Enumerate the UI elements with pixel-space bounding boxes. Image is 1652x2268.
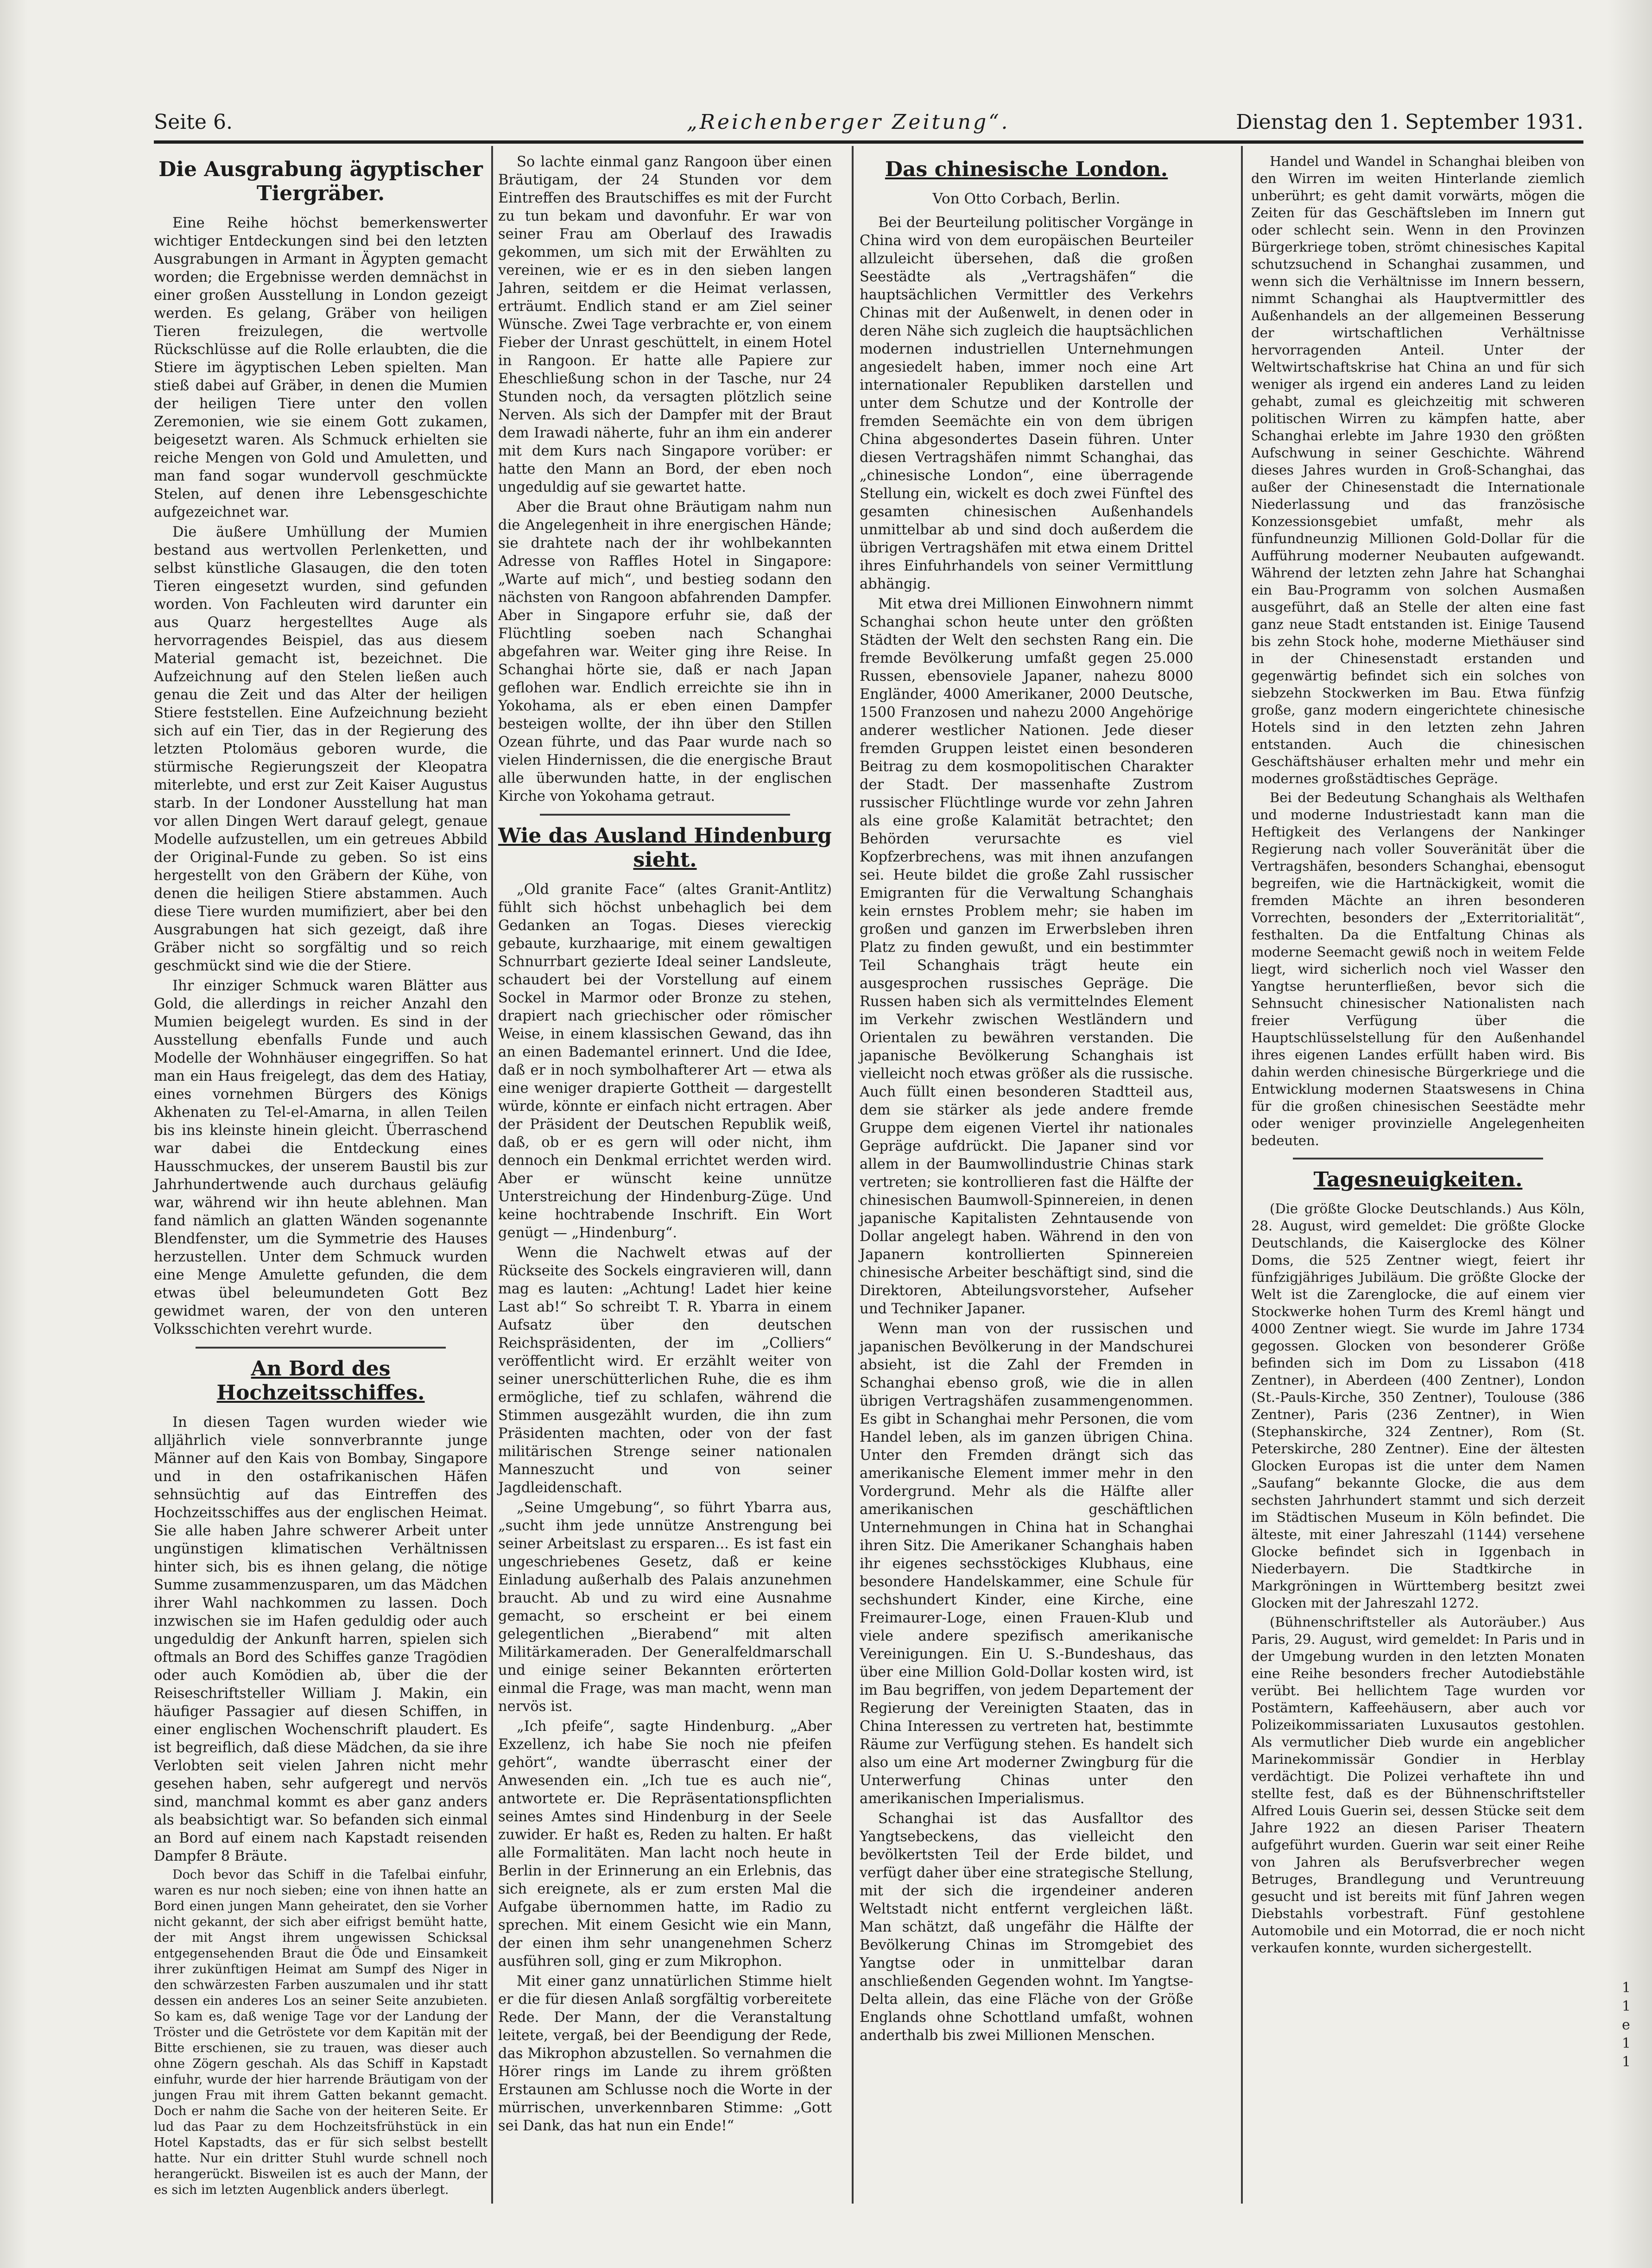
column-2 [498,153,832,2137]
fragment-glyph: 1 [1622,2035,1631,2052]
article-paragraph: In diesen Tagen wurden wieder wie alljährlich viele sonnverbrannte junge Männer auf den Kais von Bombay, Singapore und in den ostafrikanischen Häfen sehnsüchtig auf das Eintreffen des Hochzeitsschiffes aus der englischen Heimat. Sie alle haben Jahre schwerer Arbeit unter ungünstigen klimatischen Verhältnissen hinter sich, bis es ihnen gelang, die nötige Summe zusammenzusparen, um das Mädchen ihrer Wahl nachkommen zu lassen. Doch inzwischen sie im Hafen geduldig oder auch ungeduldig der Ankunft harren, spielen sich oftmals an Bord des Schiffes ganze Tragödien oder auch Komödien ab, über die der Reiseschriftsteller William J. Makin, ein häufiger Passagier auf diesen Schiffen, in einer englischen Wochenschrift plaudert. Es ist begreiflich, daß diese Mädchen, da sie ihre Verlobten seit vielen Jahren nicht mehr gesehen haben, sehr aufgeregt und nervös sind, manchmal kommt es aber ganz anders als beabsichtigt war. So befanden sich einmal an Bord auf einem nach Kapstadt reisenden Dampfer 8 Bräute. [154,1414,487,1864]
article-separator [1293,1158,1543,1159]
article-separator [540,814,790,816]
header-rule [154,140,1583,144]
article-paragraph: Mit etwa drei Millionen Einwohnern nimmt Schanghai schon heute unter den größten Städten der Welt den sechsten Rang ein. Die fremde Bevölkerung umfaßt gegen 25.000 Russen, ebensoviele Japaner, nahezu 8000 Engländer, 4000 Amerikaner, 2000 Deutsche, 1500 Franzosen und nahezu 2000 Angehörige anderer westlicher Nationen. Jede dieser fremden Gruppen leistet einen besonderen Beitrag zu dem kosmopolitischen Charakter der Stadt. Der massenhafte Zustrom russischer Flüchtlinge wurde vor zehn Jahren als eine große Kalamität betrachtet; den Behörden verursachte es viel Kopfzerbrechens, was mit ihnen anzufangen sei. Heute bildet die große Zahl russischer Emigranten für die Verwaltung Schanghais kein ernstes Problem mehr; sie haben im großen und ganzen im Erwerbsleben ihren Platz zu finden gewußt, und ein bestimmter Teil Schanghais trägt heute ein ausgesprochen russisches Gepräge. Die Russen haben sich als vermittelndes Element im Verkehr zwischen Westländern und Orientalen zu bewähren verstanden. Die japanische Bevölkerung Schanghais ist vielleicht noch etwas größer als die russische. Auch füllt einen besonderen Stadtteil aus, dem sie stärker als jede andere fremde Gruppe dem eigenen Viertel ihr nationales Gepräge aufdrückt. Die Japaner sind vor allem in der Baumwollindustrie Chinas stark vertreten; sie kontrollieren fast die Hälfte der chinesischen Baumwoll-Spinnereien, in denen japanische Kapitalisten Zehntausende von Dollar angelegt haben. Während in den von Japanern kontrollierten Spinnereien chinesische Arbeiter beschäftigt sind, sind die Direktoren, Abteilungsvorsteher, Aufseher und Techniker Japaner. [860,596,1193,1317]
column-rule [1241,146,1243,2204]
column-rule [852,146,854,2204]
fragment-glyph: e [1622,2017,1630,2033]
adjacent-page-fragment [1622,1979,1650,2072]
article-paragraph: „Seine Umgebung“, so führt Ybarra aus, „sucht ihm jede unnütze Anstrengung bei seiner Arbeitslast zu ersparen... Es ist fast ein ungeschriebenes Gesetz, daß er keine Einladung außerhalb des Palais anzunehmen braucht. Ab und zu wird eine Ausnahme gemacht, so erscheint er bei einem gelegentlichen „Bierabend“ mit alten Militärkameraden. Der Generalfeldmarschall und einige seiner Bekannten erörterten einmal die Frage, was man macht, wenn man nervös ist. [498,1500,832,1715]
article-paragraph: Eine Reihe höchst bemerkenswerter wichtiger Entdeckungen sind bei den letzten Ausgrabungen in Armant in Ägypten gemacht worden; die Ergebnisse werden demnächst in einer großen Ausstellung in London gezeigt werden. Es gelang, Gräber von heiligen Tieren freizulegen, die wertvolle Rückschlüsse auf die Rolle erlaubten, die die Stiere im ägyptischen Leben spielten. Man stieß dabei auf Gräber, in denen die Mumien der heiligen Tiere unter den vollen Zeremonien, wie sie einem Gott zukamen, beigesetzt waren. Als Schmuck erhielten sie reiche Mengen von Gold und Amuletten, und man fand sogar wundervoll geschmückte Stelen, auf denen ihre Lebensgeschichte aufgezeichnet war. [154,215,487,520]
article-paragraph: „Old granite Face“ (altes Granit-Antlitz) fühlt sich höchst unbehaglich bei dem Gedanken an Togas. Dieses viereckig gebaute, kurzhaarige, mit einem gewaltigen Schnurrbart gezierte Ideal seiner Landsleute, schaudert bei der Vorstellung auf einem Sockel in Marmor oder Bronze zu stehen, drapiert nach griechischer oder römischer Weise, in einem klassischen Gewand, das ihn an einen Bademantel erinnert. Und die Idee, daß er in noch symbolhafterer Art — etwa als eine weniger drapierte Gottheit — dargestellt würde, könnte er einfach nicht ertragen. Aber der Präsident der Deutschen Republik weiß, daß, ob er es gern will oder nicht, ihm dennoch ein Denkmal errichtet werden wird. Aber er wünscht keine unnütze Unterstreichung der Hindenburg-Züge. Und keine hochtrabende Inschrift. Ein Wort genügt — „Hindenburg“. [498,881,832,1241]
article-byline: Von Otto Corbach, Berlin. [932,190,1120,207]
newspaper-title: „Reichenberger Zeitung“. [687,110,1010,134]
article-paragraph: Wenn die Nachwelt etwas auf der Rückseite des Sockels eingravieren will, dann mag es lauten: „Achtung! Ladet hier keine Last ab!“ So schreibt T. R. Ybarra in einem Aufsatz über den deutschen Reichspräsidenten, der im „Colliers“ veröffentlicht wird. Er erzählt weiter von seiner unerschütterlichen Ruhe, die es ihm ermögliche, tief zu schlafen, während die Stimmen ausgezählt wurden, die ihn zum Präsidenten machten, oder von der fast militärischen Strenge seiner nationalen Manneszucht und von seiner Jagdleidenschaft. [498,1245,832,1496]
column-3 [860,153,1193,2046]
page-header [154,110,1583,138]
article-paragraph: Mit einer ganz unnatürlichen Stimme hielt er die für diesen Anlaß sorgfältig vorbereitete Rede. Der Mann, der die Veranstaltung leitete, vergaß, bei der Beendigung der Rede, das Mikrophon abzustellen. So vernahmen die Hörer rings im Lande zu ihrem größten Erstaunen am Schlusse noch die Worte in der mürrischen, unverkennbaren Stimme: „Gott sei Dank, das hat nun ein Ende!“ [498,1973,832,2134]
column-rule [491,146,493,2204]
article-paragraph: Schanghai ist das Ausfalltor des Yangtsebeckens, das vielleicht den bevölkertsten Teil der Erde bildet, und verfügt daher über eine strategische Stellung, mit der sich die irgendeiner anderen Weltstadt nicht entfernt vergleichen läßt. Man schätzt, daß ungefähr die Hälfte der Bevölkerung Chinas im Stromgebiet des Yangtse oder in unmittelbar daran anschließenden Gegenden wohnt. Im Yangtse-Delta allein, das eine Fläche von der Größe Englands ohne Schottland umfaßt, wohnen anderthalb bis zwei Millionen Menschen. [860,1811,1193,2044]
article-title-wedding-ship: An Bord des Hochzeitsschiffes. [216,1357,425,1405]
article-paragraph: Wenn man von der russischen und japanischen Bevölkerung in der Mandschurei absieht, ist die Zahl der Fremden in Schanghai ebenso groß, wie die in allen übrigen Vertragshäfen zusammengenommen. Es gibt in Schanghai mehr Personen, die vom Handel leben, als im ganzen übrigen China. Unter den Fremden drängt sich das amerikanische Element immer mehr in den Vordergrund. Mehr als die Hälfte aller amerikanischen geschäftlichen Unternehmungen in China hat in Schanghai ihren Sitz. Die Amerikaner Schanghais haben ihr eigenes sechsstöckiges Klubhaus, eine besondere Handelskammer, eine Schule für sechshundert Kinder, eine Kirche, eine Freimaurer-Loge, einen Frauen-Klub und viele andere spezifisch amerikanische Vereinigungen. Ein U. S.-Bundeshaus, das über eine Million Gold-Dollar kosten wird, ist im Bau begriffen, von jedem Departement der Regierung der Vereinigten Staaten, das in China Interessen zu vertreten hat, bestimmte Räume zur Verfügung stehen. Es handelt sich also um eine Art moderner Zwingburg für die Unterwerfung Chinas unter den amerikanischen Imperialismus. [860,1321,1193,1807]
fragment-glyph: 1 [1622,1998,1631,2015]
page-number: Seite 6. [154,110,233,134]
article-paragraph: Aber die Braut ohne Bräutigam nahm nun die Angelegenheit in ihre energischen Hände; sie drahtete nach der ihr wohlbekannten Adresse von Raffles Hotel in Singapore: „Warte auf mich“, und bestieg sodann den nächsten von Rangoon abfahrenden Dampfer. Aber in Singapore erfuhr sie, daß der Flüchtling soeben nach Schanghai abgefahren war. Weiter ging ihre Reise. In Schanghai hörte sie, daß er nach Japan geflohen war. Endlich erreichte sie ihn in Yokohama, als er eben einen Dampfer besteigen wollte, der ihn über den Stillen Ozean führte, und das Paar wurde nach so vielen Hindernissen, die die energische Braut alle überwunden hatte, in der englischen Kirche von Yokohama getraut. [498,499,832,805]
article-title-china: Das chinesische London. [885,158,1168,181]
article-paragraph: Bei der Beurteilung politischer Vorgänge in China wird von dem europäischen Beurteiler allzuleicht übersehen, daß die großen Seestädte als „Vertragshäfen“ die hauptsächlichen Vermittler des Verkehrs Chinas mit der Außenwelt, in denen oder in deren Nähe sich zugleich die hauptsächlichen modernen industriellen Unternehmungen angesiedelt haben, immer noch eine Art internationaler Republiken darstellen und unter dem Schutze und der Kontrolle der fremden Seemächte ein von dem übrigen China abgesondertes Dasein führen. Unter diesen Vertragshäfen nimmt Schanghai, das „chinesische London“, eine überragende Stellung ein, wickelt es doch zwei Fünftel des gesamten chinesischen Außenhandels unmittelbar ab und sind doch außerdem die übrigen Vertragshäfen mit etwa einem Drittel ihres Einfuhrhandels von seiner Vermittlung abhängig. [860,215,1193,592]
section-title-news: Tagesneuigkeiten. [1313,1168,1523,1191]
article-paragraph: „Ich pfeife“, sagte Hindenburg. „Aber Exzellenz, ich habe Sie noch nie pfeifen gehört“, wandte überrascht einer der Anwesenden ein. „Ich tue es auch nie“, antwortete er. Die Repräsentationspflichten seines Amtes sind Hindenburg in der Seele zuwider. Er haßt es, Reden zu halten. Er haßt alle Formalitäten. Man lacht noch heute in Berlin in der Erinnerung an ein Erlebnis, das sich ereignete, als er zum ersten Mal die Aufgabe übernommen hatte, im Radio zu sprechen. Mit einem Gesicht wie ein Mann, der einen ihm sehr unangenehmen Scherz ausführen soll, ging er zum Mikrophon. [498,1718,832,1970]
article-paragraph: Die äußere Umhüllung der Mumien bestand aus wertvollen Perlenketten, und selbst künstliche Glasaugen, die den toten Tieren eingesetzt wurden, sind gefunden worden. Von Fachleuten wird darunter ein aus Quarz hergestelltes Auge als hervorragendes Beispiel, das aus diesem Material gemacht ist, bezeichnet. Die Aufzeichnung auf den Stelen ließen auch genau die Zeit und das Alter der heiligen Stiere feststellen. Eine Aufzeichnung bezieht sich auf ein Tier, das in der Regierung des letzten Ptolomäus geboren wurde, die stürmische Regierungszeit der Kleopatra miterlebte, und erst zur Zeit Kaiser Augustus starb. In der Londoner Ausstellung hat man vor allen Dingen Wert darauf gelegt, genaue Modelle aufzustellen, um ein getreues Abbild der Original-Funde zu geben. So ist eins hergestellt von den Gräbern der Kühe, von denen die heiligen Stiere abstammen. Auch diese Tiere wurden mumifiziert, aber bei den Ausgrabungen hat sich gezeigt, daß ihre Gräber nicht so sorgfältig und so reich geschmückt sind wie die der Stiere. [154,524,487,974]
news-item: (Die größte Glocke Deutschlands.) Aus Köln, 28. August, wird gemeldet: Die größte Glocke Deutschlands, die Kaiserglocke des Kölner Doms, die 525 Zentner wiegt, feiert ihr fünfzigjähriges Jubiläum. Die größte Glocke der Welt ist die Zarenglocke, die auf einem vier Stockwerke hohen Turm des Kreml hängt und 4000 Zentner wiegt. Sie wurde im Jahre 1734 gegossen. Glocken von besonderer Größe befinden sich im Dom zu Lissabon (418 Zentner), in Aberdeen (400 Zentner), London (St.-Pauls-Kirche, 350 Zentner), Toulouse (386 Zentner), Paris (236 Zentner), in Wien (Stephanskirche, 324 Zentner), Rom (St. Peterskirche, 280 Zentner). Eine der ältesten Glocken Europas ist die unter dem Namen „Saufang“ bekannte Glocke, die aus dem sechsten Jahrhundert stammt und sich derzeit im Städtischen Museum in Köln befindet. Die älteste, mit einer Jahreszahl (1144) versehene Glocke befindet sich in Iggenbach in Niederbayern. Die Stadtkirche in Markgröningen in Württemberg besitzt zwei Glocken mit der Jahreszahl 1272. [1251,1201,1585,1611]
issue-date: Dienstag den 1. September 1931. [1236,110,1583,134]
article-title-egypt: Die Ausgrabung ägyptischer Tiergräber. [158,158,483,205]
article-paragraph: Doch bevor das Schiff in die Tafelbai einfuhr, waren es nur noch sieben; eine von ihnen hatte an Bord einen jungen Mann geheiratet, den sie Vorher nicht gekannt, der sich aber eifrigst bemüht hatte, der mit Angst ihrem ungewissen Schicksal entgegensehenden Braut die Öde und Einsamkeit ihrer zukünftigen Heimat am Sumpf des Niger in den schwärzesten Farben auszumalen und ihr statt dessen ein anderes Los an seiner Seite anzubieten. So kam es, daß wenige Tage vor der Landung der Tröster und die Getröstete vor dem Kapitän mit der Bitte erschienen, sie zu trauen, was dieser auch ohne Zögern geschah. Als das Schiff in Kapstadt einfuhr, wurde der hier harrende Bräutigam von der jungen Frau mit ihrem Gatten bekannt gemacht. Doch er nahm die Sache von der heiteren Seite. Er lud das Paar zu dem Hochzeitsfrühstück in ein Hotel Kapstadts, das er für sich selbst bestellt hatte. Nur ein dritter Stuhl wurde schnell noch herangerückt. Bisweilen ist es auch der Mann, der es sich im letzten Augenblick anders überlegt. [154,1868,487,2197]
fragment-glyph: 1 [1622,1980,1631,1996]
article-paragraph: Ihr einziger Schmuck waren Blätter aus Gold, die allerdings in reicher Anzahl den Mumien beigelegt wurden. Es sind in der Ausstellung ebenfalls Funde und auch Modelle der Wohnhäuser eingegriffen. So hat man ein Haus freigelegt, das dem des Hatiay, eines vornehmen Bürgers des Königs Akhenaten zu Tel-el-Amarna, in allen Teilen bis ins kleinste hinein gleicht. Überraschend war dabei die Entdeckung eines Hausschmuckes, der unserem Baustil bis zur Jahrhundertwende auch durchaus geläufig war, während wir ihn heute ablehnen. Man fand nämlich an glatten Wänden sogenannte Blendfenster, um die Symmetrie des Hauses herzustellen. Unter dem Schmuck wurden eine Menge Amulette gefunden, die dem etwas übel beleumundeten Gott Bez gewidmet waren, der von den unteren Volksschichten verehrt wurde. [154,978,487,1337]
column-4 [1251,153,1585,1958]
fragment-glyph: 1 [1622,2054,1631,2070]
article-title-hindenburg: Wie das Ausland Hindenburg sieht. [498,824,832,872]
column-1 [154,153,487,2200]
article-separator [196,1347,446,1349]
news-item: (Bühnenschriftsteller als Autoräuber.) Aus Paris, 29. August, wird gemeldet: In Paris und in der Umgebung wurden in den letzten Monaten eine Reihe besonders frecher Autodiebstähle verübt. Bei hellichtem Tage wurden vor Postämtern, Kaffeehäusern, aber auch vor Polizeikommissariaten Luxusautos gestohlen. Als vermutlicher Dieb wurde ein angeblicher Marinekommissär Gondier in Herblay verdächtigt. Die Polizei verhaftete ihn und stellte fest, daß es der Bühnenschriftsteller Alfred Louis Guerin sei, dessen Stücke seit dem Jahre 1922 an diesen Pariser Theatern aufgeführt wurden. Guerin war seit einer Reihe von Jahren als Berufsverbrecher wegen Betruges, Brandlegung und Veruntreuung gesucht und ist bereits mit fünf Jahren wegen Diebstahls vorbestraft. Fünf gestohlene Automobile und ein Motorrad, die er noch nicht verkaufen konnte, wurden sichergestellt. [1251,1614,1585,1956]
article-paragraph: Handel und Wandel in Schanghai bleiben von den Wirren im weiten Hinterlande ziemlich unberührt; es geht damit vorwärts, mögen die Zeiten für das Geschäftsleben im Innern gut oder schlecht sein. Wenn in den Provinzen Bürgerkriege toben, strömt chinesisches Kapital schutzsuchend in Schanghai zusammen, und wenn sich die Verhältnisse im Innern bessern, nimmt Schanghai als Hauptvermittler des Außenhandels an der allgemeinen Besserung der wirtschaftlichen Verhältnisse hervorragenden Anteil. Unter der Weltwirtschaftskrise hat China an und für sich weniger als irgend ein anderes Land zu leiden gehabt, zumal es gleichzeitig mit schweren politischen Wirren zu kämpfen hatte, aber Schanghai erlebte im Jahre 1930 den größten Aufschwung in seiner Geschichte. Während dieses Jahres wurden in Groß-Schanghai, das außer der Chinesenstadt die Internationale Niederlassung und das französische Konzessionsgebiet umfaßt, mehr als fünfundneunzig Millionen Gold-Dollar für die Aufführung moderner Neubauten aufgewandt. Während der letzten zehn Jahre hat Schanghai ein Bau-Programm von solchen Ausmaßen ausgeführt, daß an Stelle der alten eine fast ganz neue Stadt entstanden ist. Einige Tausend bis zehn Stock hohe, moderne Miethäuser sind in der Chinesenstadt erstanden und gegenwärtig befindet sich ein solches von siebzehn Stockwerken im Bau. Etwa fünfzig große, ganz modern eingerichtete chinesische Hotels sind in den letzten zehn Jahren entstanden. Auch die chinesischen Geschäftshäuser erhalten mehr und mehr ein modernes großstädtisches Gepräge. [1251,153,1585,786]
article-paragraph: So lachte einmal ganz Rangoon über einen Bräutigam, der 24 Stunden vor dem Eintreffen des Brautschiffes es mit der Furcht zu tun bekam und davonfuhr. Er war von seiner Frau am Oberlauf des Irawadis gekommen, um sich mit der Erwählten zu vereinen, wie er es in den sieben langen Jahren, seitdem er die Heimat verlassen, erträumt. Endlich stand er am Ziel seiner Wünsche. Zwei Tage verbrachte er, von einem Fieber der Unrast geschüttelt, in einem Hotel in Rangoon. Er hatte alle Papiere zur Eheschließung schon in der Tasche, nur 24 Stunden noch, da versagten plötzlich seine Nerven. Als sich der Dampfer mit der Braut dem Irawadi näherte, fuhr an ihm ein anderer mit dem Kurs nach Singapore vorüber: er hatte den Mann an Bord, der eben noch ungeduldig auf sie gewartet hatte. [498,154,832,495]
article-paragraph: Bei der Bedeutung Schanghais als Welthafen und moderne Industriestadt kann man die Heftigkeit des Verlangens der Nankinger Regierung nach voller Souveränität über die Vertragshäfen, besonders Schanghai, ebensogut begreifen, wie die Hartnäckigkeit, womit die fremden Mächte an ihren besonderen Vorrechten, besonders der „Exterritorialität“, festhalten. Da die Entfaltung Chinas als moderne Seemacht gewiß noch in weitem Felde liegt, wird sicherlich noch viel Wasser den Yangtse herunterfließen, bevor sich die Sehnsucht chinesischer Nationalisten nach freier Verfügung über die Hauptschlüsselstellung für den Außenhandel ihres eigenen Landes erfüllt haben wird. Bis dahin werden chinesische Bürgerkriege und die Entwicklung modernen Staatswesens in China für die großen chinesischen Seestädte mehr oder weniger provinzielle Angelegenheiten bedeuten. [1251,790,1585,1148]
